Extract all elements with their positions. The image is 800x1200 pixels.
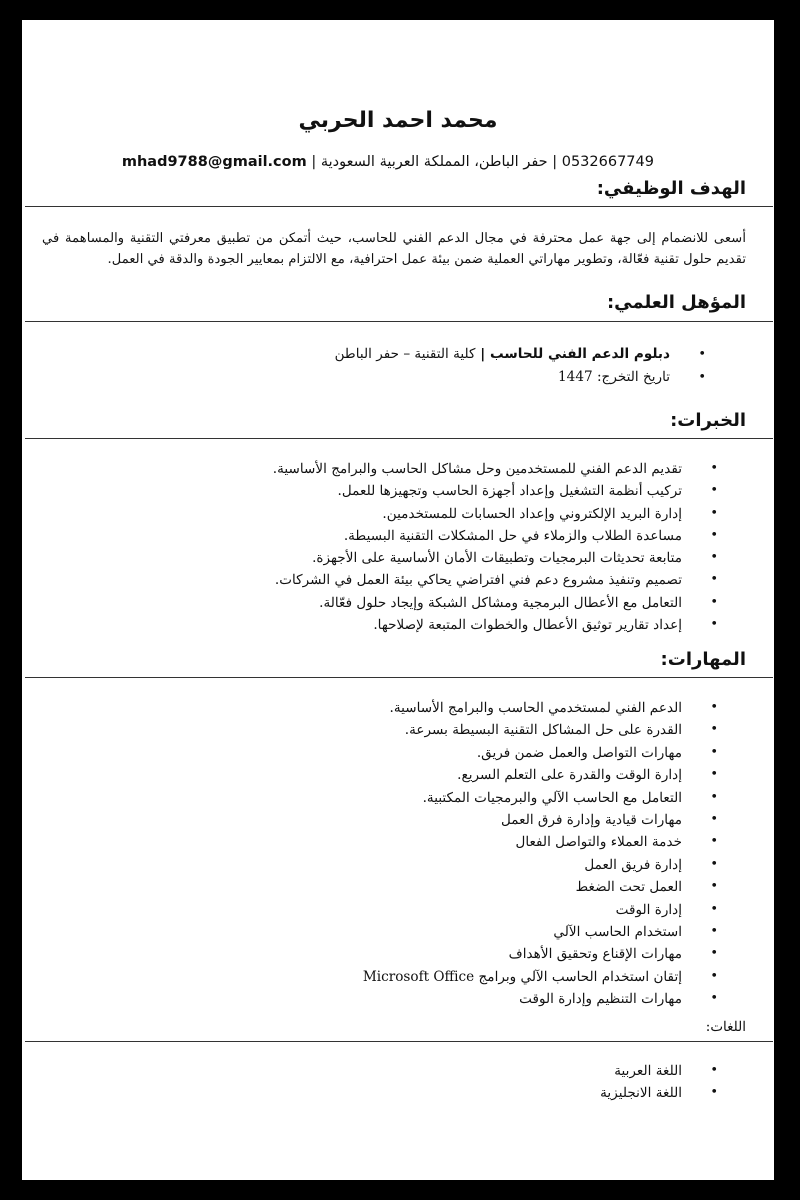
skill-item: • القدرة على حل المشاكل التقنية البسيطة بسرعة. (363, 719, 718, 741)
skill-item: • التعامل مع الحاسب الآلي والبرمجيات المكتبية. (363, 787, 718, 809)
skill-item: • إدارة الوقت (363, 899, 718, 921)
skill-item: • مهارات الإقناع وتحقيق الأهداف (363, 943, 718, 965)
experience-item: • متابعة تحديثات البرمجيات وتطبيقات الأمان الأساسية على الأجهزة. (273, 547, 718, 569)
graduation-label: تاريخ التخرج: (596, 369, 670, 385)
skills-list (363, 697, 718, 1011)
experience-heading: الخبرات: (670, 410, 746, 431)
resume-page (22, 20, 774, 1180)
contact-separator: | (306, 154, 321, 170)
contact-location: حفر الباطن، المملكة العربية السعودية (320, 154, 548, 170)
language-item: • اللغة العربية (600, 1060, 718, 1082)
section-divider (25, 438, 773, 439)
contact-email[interactable]: mhad9788@gmail.com (121, 154, 307, 170)
contact-separator: | (547, 154, 562, 170)
skill-item: • استخدام الحاسب الآلي (363, 921, 718, 943)
skill-item: • الدعم الفني لمستخدمي الحاسب والبرامج الأساسية. (363, 697, 718, 719)
experience-item: • إعداد تقارير توثيق الأعطال والخطوات المتبعة لإصلاحها. (273, 614, 718, 636)
section-divider (25, 1041, 773, 1042)
language-item: • اللغة الانجليزية (600, 1082, 718, 1104)
degree-separator: | (475, 346, 490, 362)
institution: كلية التقنية – حفر الباطن (334, 346, 476, 362)
skill-item: • مهارات التواصل والعمل ضمن فريق. (363, 742, 718, 764)
education-list (335, 343, 706, 389)
objective-heading: الهدف الوظيفي: (596, 178, 746, 199)
degree-title: دبلوم الدعم الفني للحاسب (489, 346, 670, 362)
languages-list (600, 1060, 718, 1104)
graduation-item (335, 366, 706, 389)
languages-heading: اللغات: (705, 1019, 746, 1035)
contact-line (121, 154, 654, 170)
graduation-year: 1447 (558, 369, 593, 385)
skill-item: • خدمة العملاء والتواصل الفعال (363, 831, 718, 853)
skill-item: • إتقان استخدام الحاسب الآلي وبرامج Microsoft Office (363, 966, 718, 988)
skill-item: • مهارات التنظيم وإدارة الوقت (363, 988, 718, 1010)
section-divider (25, 206, 773, 207)
experience-item: • إدارة البريد الإلكتروني وإعداد الحسابات للمستخدمين. (273, 503, 718, 525)
objective-text: أسعى للانضمام إلى جهة عمل محترفة في مجال الدعم الفني للحاسب، حيث أتمكن من تطبيق معرفتي التقنية والمساهمة في تقديم حلول تقنية فعّالة، وتطوير مهاراتي العملية ضمن بيئة عمل احترافية، مع الالتزام بمعايير الجودة والدقة في العمل. (42, 231, 746, 267)
experience-item: • تصميم وتنفيذ مشروع دعم فني افتراضي يحاكي بيئة العمل في الشركات. (273, 569, 718, 591)
skill-item: • العمل تحت الضغط (363, 876, 718, 898)
experience-list (273, 458, 718, 636)
section-divider (25, 321, 773, 322)
candidate-name: محمد احمد الحربي (298, 108, 498, 133)
education-degree-item (335, 343, 706, 366)
skill-item: • إدارة الوقت والقدرة على التعلم السريع. (363, 764, 718, 786)
skills-heading: المهارات: (660, 649, 746, 670)
experience-item: • التعامل مع الأعطال البرمجية ومشاكل الشبكة وإيجاد حلول فعّالة. (273, 592, 718, 614)
skill-item: • مهارات قيادية وإدارة فرق العمل (363, 809, 718, 831)
contact-phone: 0532667749 (561, 154, 654, 170)
skill-item: • إدارة فريق العمل (363, 854, 718, 876)
experience-item: • تركيب أنظمة التشغيل وإعداد أجهزة الحاسب وتجهيزها للعمل. (273, 480, 718, 502)
experience-item: • تقديم الدعم الفني للمستخدمين وحل مشاكل الحاسب والبرامج الأساسية. (273, 458, 718, 480)
education-heading: المؤهل العلمي: (606, 292, 746, 313)
experience-item: • مساعدة الطلاب والزملاء في حل المشكلات التقنية البسيطة. (273, 525, 718, 547)
section-divider (25, 677, 773, 678)
